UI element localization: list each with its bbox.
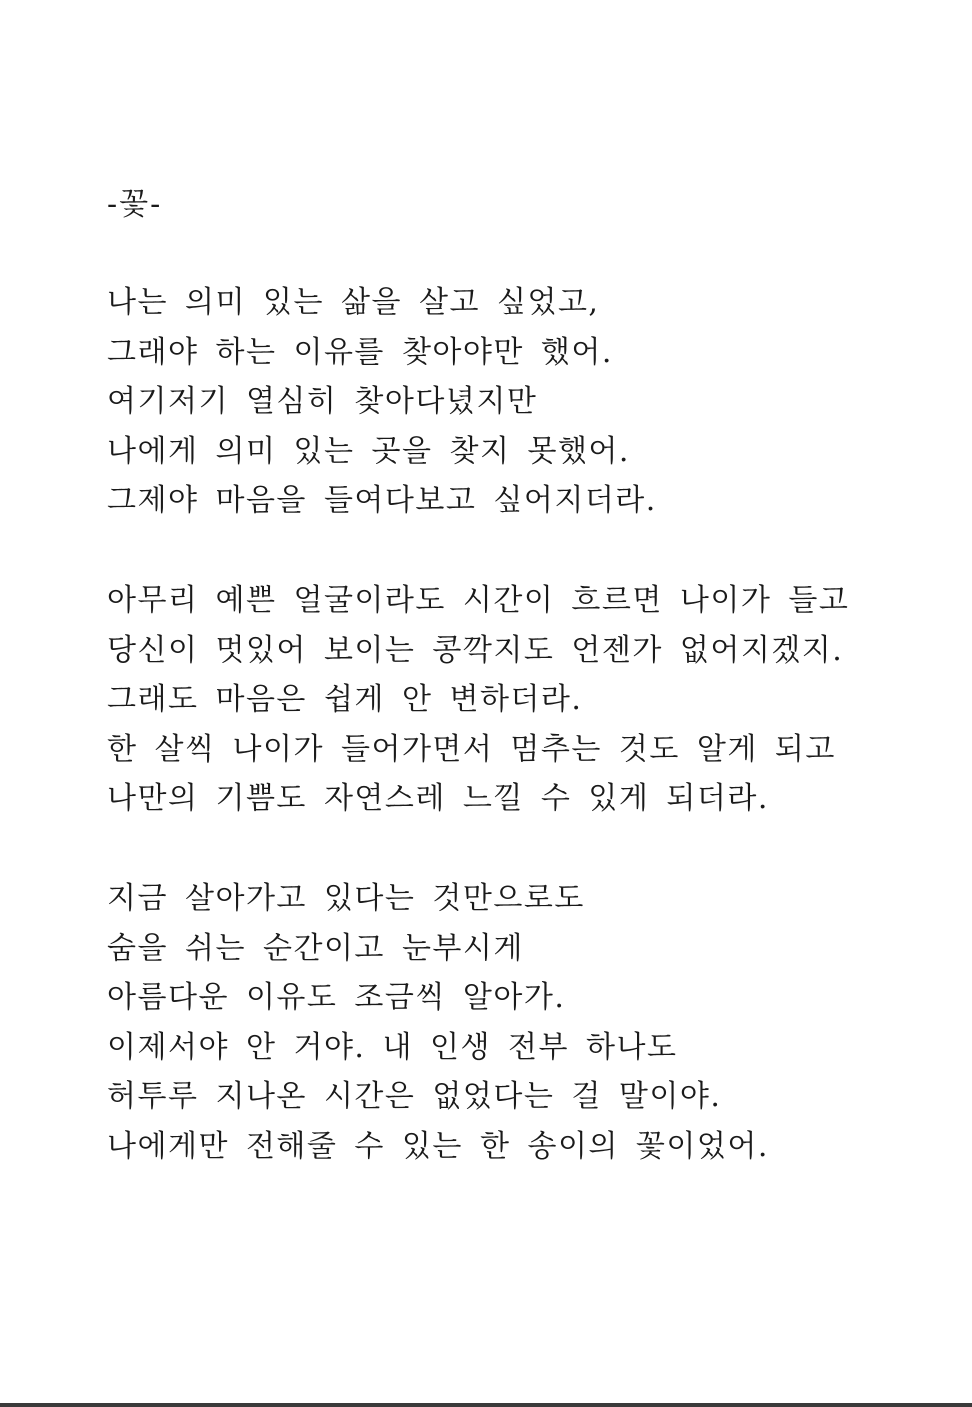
poem-title: -꽃- xyxy=(107,187,163,222)
poem-line: 허투루 지나온 시간은 없었다는 걸 말이야. xyxy=(107,1079,722,1115)
bottom-divider xyxy=(0,1403,972,1407)
stanza-1 xyxy=(107,278,927,526)
poem-line: 나에게 의미 있는 곳을 찾지 못했어. xyxy=(107,433,630,469)
poem-line: 나에게만 전해줄 수 있는 한 송이의 꽃이었어. xyxy=(107,1128,769,1164)
poem-line: 그제야 마음을 들여다보고 싶어지더라. xyxy=(107,483,657,519)
poem-line: 그래도 마음은 쉽게 안 변하더라. xyxy=(107,682,583,718)
poem-line: 여기저기 열심히 찾아다녔지만 xyxy=(107,384,538,420)
poem-line: 당신이 멋있어 보이는 콩깍지도 언젠가 없어지겠지. xyxy=(107,632,844,668)
poem-line: 아무리 예쁜 얼굴이라도 시간이 흐르면 나이가 들고 xyxy=(107,582,850,618)
poem-line: 아름다운 이유도 조금씩 알아가. xyxy=(107,980,566,1016)
poem-line: 숨을 쉬는 순간이고 눈부시게 xyxy=(107,930,524,966)
stanza-2 xyxy=(107,576,927,824)
poem-line: 한 살씩 나이가 들어가면서 멈추는 것도 알게 되고 xyxy=(107,731,836,767)
poem xyxy=(107,180,927,1172)
poem-line: 나만의 기쁨도 자연스레 느낄 수 있게 되더라. xyxy=(107,781,769,817)
poem-line: 지금 살아가고 있다는 것만으로도 xyxy=(107,880,585,916)
poem-line: 그래야 하는 이유를 찾아야만 했어. xyxy=(107,334,613,370)
poem-line: 나는 의미 있는 삶을 살고 싶었고, xyxy=(107,285,600,320)
poem-line: 이제서야 안 거야. 내 인생 전부 하나도 xyxy=(107,1029,678,1065)
stanza-3 xyxy=(107,874,927,1172)
